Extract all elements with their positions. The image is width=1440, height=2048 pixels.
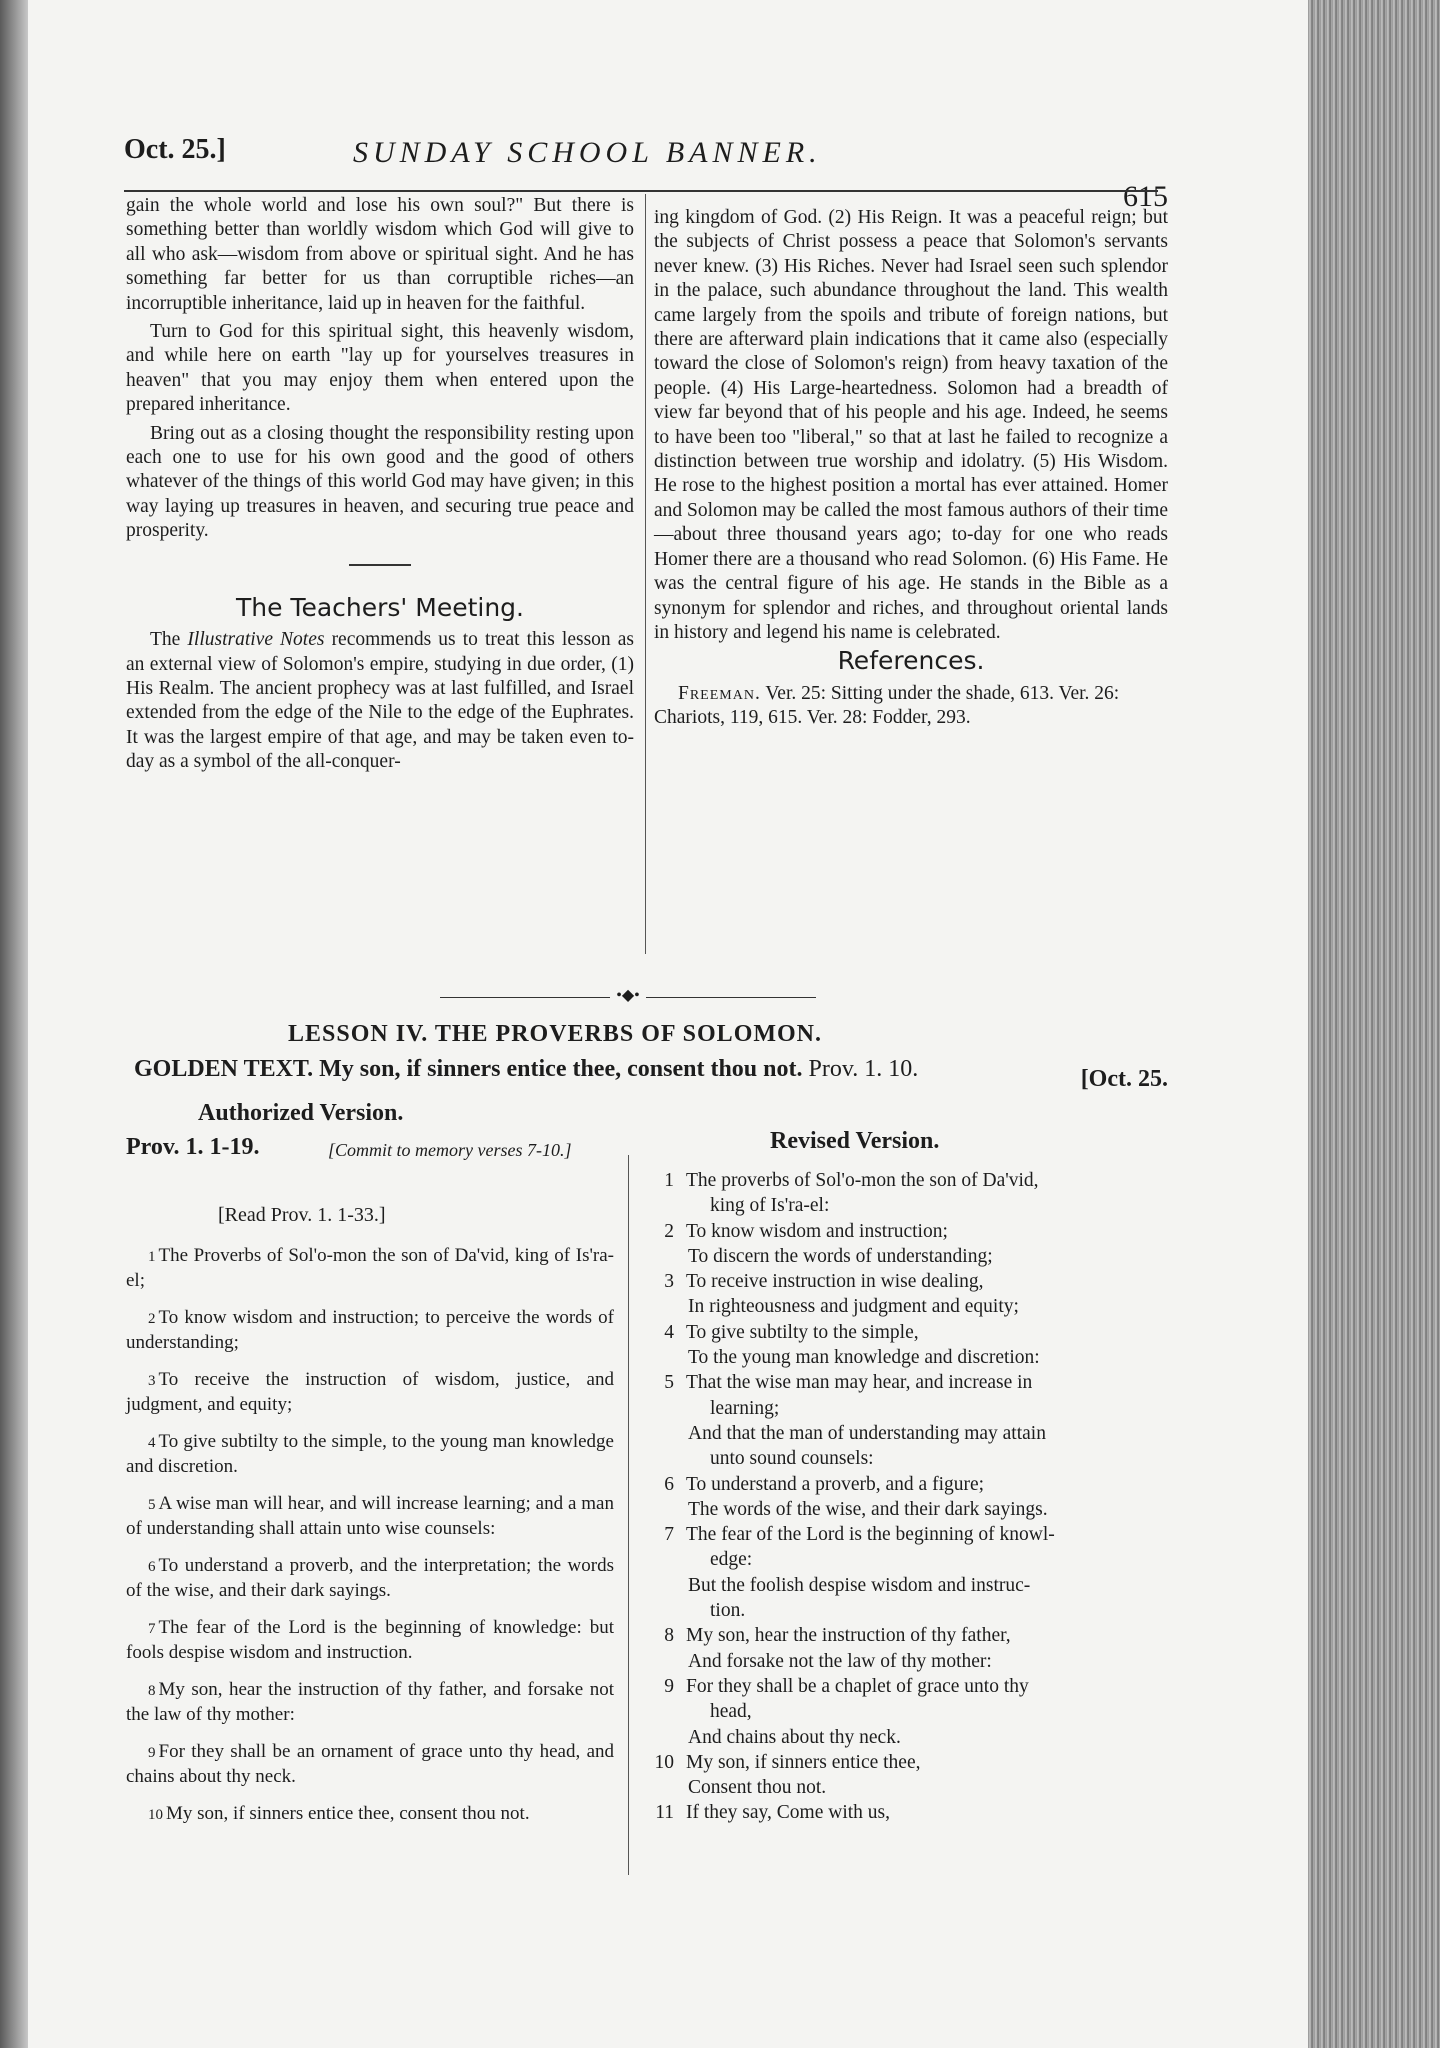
verse-text: My son, if sinners entice thee,	[686, 1751, 921, 1773]
verse-number: 5	[148, 1497, 156, 1513]
verse-text: That the wise man may hear, and increase in	[686, 1372, 1033, 1394]
verse-line	[648, 1674, 1168, 1699]
verse-line: And chains about thy neck.	[688, 1726, 901, 1748]
version-divider	[628, 1155, 629, 1875]
verse-number: 9	[664, 1675, 674, 1697]
memory-verses-note: [Commit to memory verses 7-10.]	[328, 1140, 572, 1160]
verse-line: edge:	[710, 1549, 753, 1571]
paragraph: Turn to God for this spiritual sight, this heavenly wisdom, and while here on earth "lay up for yourselves treasures in heaven" that you may enjoy them when entered upon the prepared inheritance.	[126, 321, 634, 416]
verse-text: For they shall be an ornament of grace unto thy head, and chains about thy neck.	[126, 1741, 614, 1787]
verse-number: 6	[664, 1473, 674, 1495]
verse-line	[648, 1168, 1168, 1193]
verse	[126, 1616, 614, 1664]
text-run: The	[150, 629, 188, 651]
verse-line: To discern the words of understanding;	[688, 1245, 993, 1267]
golden-text-body: GOLDEN TEXT. My son, if sinners entice thee, consent thou not.	[134, 1056, 803, 1082]
verse-line	[648, 1219, 1168, 1244]
verse-line	[648, 1370, 1168, 1395]
verse-text: The fear of the Lord is the beginning of knowledge: but fools despise wisdom and instruction.	[126, 1617, 614, 1663]
verse	[126, 1554, 614, 1602]
lesson-title: LESSON IV. THE PROVERBS OF SOLOMON.	[288, 1021, 823, 1047]
verse-line: tion.	[710, 1600, 746, 1622]
teachers-meeting-text	[126, 628, 634, 774]
verse-number: 8	[148, 1683, 156, 1699]
verse	[126, 1492, 614, 1540]
page-number: 615	[1123, 180, 1168, 213]
verse-line: Consent thou not.	[688, 1777, 827, 1799]
verse-number: 7	[148, 1621, 156, 1637]
verse-line: And forsake not the law of thy mother:	[688, 1650, 992, 1672]
verse-text: My son, if sinners entice thee, consent thou not.	[166, 1803, 530, 1824]
section-rule	[349, 564, 411, 566]
divider-line	[440, 997, 610, 998]
verse-number: 2	[148, 1311, 156, 1327]
ornamental-divider	[440, 987, 816, 1005]
verse-text: My son, hear the instruction of thy father, and forsake not the law of thy mother:	[126, 1679, 614, 1725]
verse-number: 7	[664, 1524, 674, 1546]
reading-note: [Read Prov. 1. 1-33.]	[218, 1204, 386, 1226]
verse-line: head,	[710, 1701, 752, 1723]
verse-line	[648, 1269, 1168, 1294]
verse	[126, 1368, 614, 1416]
verse-number: 8	[664, 1625, 674, 1647]
verse-number: 2	[664, 1220, 674, 1242]
golden-text	[134, 1056, 918, 1083]
verse-line: learning;	[710, 1397, 780, 1419]
verse	[126, 1306, 614, 1354]
ref-text: Ver. 25: Sitting under the shade, 613. Ver. 26: Chariots, 119, 615. Ver. 28: Fodder, 293.	[654, 682, 1120, 729]
book-page	[28, 0, 1308, 2048]
verse-text: For they shall be a chaplet of grace unto thy	[686, 1675, 1029, 1697]
verse-line	[648, 1320, 1168, 1345]
verse-number: 4	[664, 1321, 674, 1343]
right-column	[654, 206, 1168, 735]
verse-text: To know wisdom and instruction; to perceive the words of understanding;	[126, 1307, 614, 1353]
revised-version-heading: Revised Version.	[770, 1128, 940, 1154]
ornament-icon: •◆•	[616, 987, 640, 1004]
verse-text: To give subtilty to the simple,	[686, 1321, 919, 1343]
verse-number: 3	[148, 1373, 156, 1389]
publication-title: SUNDAY SCHOOL BANNER.	[353, 136, 822, 169]
verse-line: But the foolish despise wisdom and instruc-	[688, 1574, 1031, 1596]
paragraph: ing kingdom of God. (2) His Reign. It was a peaceful reign; but the subjects of Christ possess a peace that Solomon's servants never knew. (3) His Riches. Never had Israel seen such splendor in the palace, such abundance throughout the land. This wealth came largely from the spoils and tribute of foreign nations, but there are afterward plain indications that it came also (especially toward the close of Solomon's reign) from heavy taxation of the people. (4) His Large-heartedness. Solomon had a breadth of view far beyond that of his people and his age. Indeed, he seems to have been too "liberal," so that at last he failed to recognize a distinction between true worship and idolatry. (5) His Wisdom. He rose to the highest position a mortal has ever attained. Homer and Solomon may be called the most famous authors of their time—about three thousand years ago; to-day for one who reads Homer there are a thousand who read Solomon. (6) His Fame. He was the central figure of his age. He stands in the Bible as a synonym for splendor and riches, and throughout oriental lands in history and legend his name is celebrated.	[654, 207, 1168, 643]
verse-text: To understand a proverb, and a figure;	[686, 1473, 985, 1495]
lesson-date: [Oct. 25.	[1080, 1066, 1168, 1092]
verse-number: 6	[148, 1559, 156, 1575]
golden-text-ref: Prov. 1. 10.	[808, 1056, 919, 1082]
authorized-version-heading: Authorized Version.	[198, 1100, 404, 1126]
revised-version-text	[648, 1168, 1168, 1826]
header-date: Oct. 25.]	[124, 134, 226, 165]
verse-line: The words of the wise, and their dark sayings.	[688, 1498, 1048, 1520]
verse-line	[648, 1750, 1168, 1775]
left-column	[126, 194, 634, 779]
verse-number: 11	[655, 1802, 674, 1824]
verse-number: 5	[664, 1372, 674, 1394]
verse-number: 3	[664, 1271, 674, 1293]
divider-line	[646, 997, 816, 998]
running-header	[88, 122, 1168, 213]
scripture-reference: Prov. 1. 1-19.	[126, 1134, 260, 1160]
verse	[126, 1430, 614, 1478]
verse-number: 9	[148, 1745, 156, 1761]
header-rule	[124, 190, 1158, 192]
verse	[126, 1678, 614, 1726]
verse-text: My son, hear the instruction of thy father,	[686, 1625, 1011, 1647]
paragraph: gain the whole world and lose his own soul?" But there is something better than worldly wisdom which God will give to all who ask—wisdom from above or spiritual sight. And he has something far better for us than corruptible riches—an incorruptible inheritance, laid up in heaven for the faithful.	[126, 195, 634, 314]
italic-title: Illustrative Notes	[187, 629, 325, 651]
verse-number: 1	[148, 1249, 156, 1265]
verse-text: To receive instruction in wise dealing,	[686, 1271, 984, 1293]
verse	[126, 1740, 614, 1788]
verse-text: The Proverbs of Sol'o-mon the son of Da'vid, king of Is'ra-el;	[126, 1245, 614, 1291]
paragraph: Bring out as a closing thought the responsibility resting upon each one to use for his own good and the good of others whatever of the things of this world God may have given; in this way laying up treasures in heaven, and securing true peace and prosperity.	[126, 422, 634, 542]
page-edges	[1308, 0, 1440, 2048]
verse-line	[648, 1522, 1168, 1547]
verse-text: The proverbs of Sol'o-mon the son of Da'vid,	[686, 1170, 1039, 1191]
authorized-version-text	[126, 1244, 614, 1841]
verse-text: To know wisdom and instruction;	[686, 1220, 948, 1242]
ref-author: Freeman.	[678, 682, 761, 704]
verse-line: unto sound counsels:	[710, 1448, 874, 1470]
verse-number: 10	[654, 1751, 674, 1773]
verse-text: To receive the instruction of wisdom, justice, and judgment, and equity;	[126, 1369, 614, 1415]
teachers-meeting-heading: The Teachers' Meeting.	[235, 592, 524, 622]
verse-line: king of Is'ra-el:	[710, 1195, 830, 1217]
verse-line	[648, 1623, 1168, 1648]
verse-text: If they say, Come with us,	[686, 1802, 890, 1824]
verse-text: The fear of the Lord is the beginning of knowl-	[686, 1524, 1055, 1546]
verse-text: To give subtilty to the simple, to the young man knowledge and discretion.	[126, 1431, 614, 1477]
verse-line: And that the man of understanding may attain	[688, 1422, 1046, 1444]
text-run: recommends us to treat this lesson as an external view of Solomon's empire, studying in due order, (1) His Realm. The ancient prophecy was at last fulfilled, and Israel extended from the edge of the Nile to the edge of the Euphrates. It was the largest empire of that age, and may be taken even to-day as a symbol of the all-conquer-	[126, 629, 634, 773]
verse	[126, 1244, 614, 1292]
column-divider	[645, 194, 646, 954]
verse-number: 1	[664, 1170, 674, 1191]
verse-line	[648, 1472, 1168, 1497]
references-heading: References.	[837, 646, 985, 676]
references-text	[654, 682, 1168, 731]
verse-line	[648, 1800, 1168, 1825]
verse-text: A wise man will hear, and will increase learning; and a man of understanding shall attain unto wise counsels:	[126, 1493, 614, 1539]
verse-line: In righteousness and judgment and equity;	[688, 1296, 1019, 1318]
verse-text: To understand a proverb, and the interpretation; the words of the wise, and their dark sayings.	[126, 1555, 614, 1601]
verse-line: To the young man knowledge and discretion:	[688, 1347, 1040, 1369]
verse-number: 10	[148, 1807, 163, 1823]
verse	[126, 1802, 614, 1827]
verse-number: 4	[148, 1435, 156, 1451]
